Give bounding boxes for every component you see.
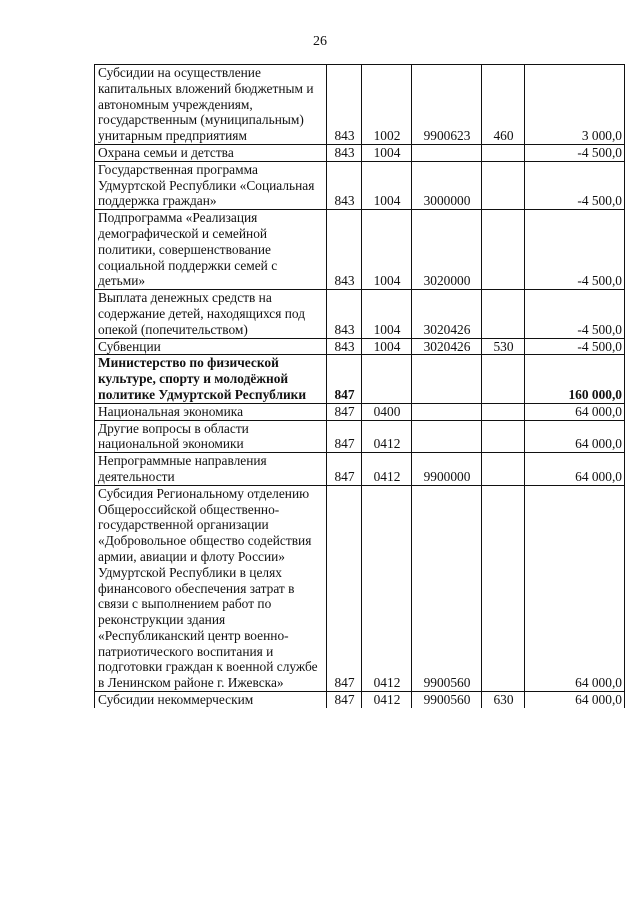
row-ved: 843 <box>327 65 362 145</box>
row-section <box>362 355 412 403</box>
row-name: Охрана семьи и детства <box>95 144 327 161</box>
row-target-article: 9900560 <box>412 692 482 708</box>
row-expense-type: 530 <box>482 338 525 355</box>
row-amount: 64 000,0 <box>525 692 625 708</box>
table-row <box>95 338 625 355</box>
row-section: 0412 <box>362 453 412 486</box>
row-ved: 843 <box>327 161 362 209</box>
row-amount: 3 000,0 <box>525 65 625 145</box>
row-name: Субсидия Региональному отделению Общероссийской общественно-государственной организации «Добровольное общество содействия армии, авиации и флоту России» Удмуртской Республики в целях финансового обеспечения затрат в связи с выполнением работ по реконструкции здания «Республиканский центр военно-патриотического воспитания и подготовки граждан к военной службе в Ленинском районе г. Ижевска» <box>95 485 327 691</box>
row-amount: -4 500,0 <box>525 161 625 209</box>
row-section: 1004 <box>362 290 412 338</box>
row-ved: 843 <box>327 338 362 355</box>
row-amount: -4 500,0 <box>525 290 625 338</box>
row-amount: 64 000,0 <box>525 420 625 453</box>
row-section: 0412 <box>362 420 412 453</box>
row-name: Министерство по физической культуре, спорту и молодёжной политике Удмуртской Республики <box>95 355 327 403</box>
row-section: 0412 <box>362 692 412 708</box>
row-section: 1004 <box>362 144 412 161</box>
row-target-article: 9900560 <box>412 485 482 691</box>
row-amount: -4 500,0 <box>525 144 625 161</box>
row-amount: -4 500,0 <box>525 210 625 290</box>
row-section: 1004 <box>362 210 412 290</box>
row-ved: 843 <box>327 210 362 290</box>
table-row <box>95 355 625 403</box>
row-ved: 843 <box>327 290 362 338</box>
table-row <box>95 453 625 486</box>
row-amount: 64 000,0 <box>525 403 625 420</box>
row-name: Другие вопросы в области национальной экономики <box>95 420 327 453</box>
row-section: 0412 <box>362 485 412 691</box>
row-section: 0400 <box>362 403 412 420</box>
table-row <box>95 290 625 338</box>
row-expense-type <box>482 210 525 290</box>
table-row <box>95 210 625 290</box>
table-row <box>95 144 625 161</box>
row-name: Подпрограмма «Реализация демографической и семейной политики, совершенствование социальной поддержки семей с детьми» <box>95 210 327 290</box>
row-expense-type <box>482 453 525 486</box>
row-amount: 64 000,0 <box>525 453 625 486</box>
row-target-article <box>412 355 482 403</box>
row-ved: 847 <box>327 692 362 708</box>
row-section: 1002 <box>362 65 412 145</box>
row-expense-type: 630 <box>482 692 525 708</box>
row-section: 1004 <box>362 338 412 355</box>
row-amount: -4 500,0 <box>525 338 625 355</box>
table-row <box>95 65 625 145</box>
row-amount: 160 000,0 <box>525 355 625 403</box>
row-expense-type <box>482 290 525 338</box>
row-expense-type <box>482 403 525 420</box>
row-ved: 847 <box>327 355 362 403</box>
row-target-article <box>412 144 482 161</box>
table-row <box>95 420 625 453</box>
row-ved: 847 <box>327 403 362 420</box>
row-ved: 847 <box>327 453 362 486</box>
row-amount: 64 000,0 <box>525 485 625 691</box>
row-target-article: 3020426 <box>412 338 482 355</box>
row-target-article: 9900000 <box>412 453 482 486</box>
page-number: 26 <box>313 34 327 49</box>
row-name: Национальная экономика <box>95 403 327 420</box>
row-target-article <box>412 403 482 420</box>
row-section: 1004 <box>362 161 412 209</box>
row-expense-type: 460 <box>482 65 525 145</box>
budget-table <box>94 64 625 708</box>
table-row <box>95 403 625 420</box>
row-ved: 847 <box>327 420 362 453</box>
row-ved: 847 <box>327 485 362 691</box>
row-name: Выплата денежных средств на содержание детей, находящихся под опекой (попечительством) <box>95 290 327 338</box>
row-name: Субвенции <box>95 338 327 355</box>
row-target-article: 3020000 <box>412 210 482 290</box>
row-target-article <box>412 420 482 453</box>
row-target-article: 9900623 <box>412 65 482 145</box>
table-row <box>95 692 625 708</box>
row-name: Государственная программа Удмуртской Республики «Социальная поддержка граждан» <box>95 161 327 209</box>
row-expense-type <box>482 161 525 209</box>
table-row <box>95 485 625 691</box>
row-name: Субсидии некоммерческим <box>95 692 327 708</box>
row-target-article: 3000000 <box>412 161 482 209</box>
row-expense-type <box>482 420 525 453</box>
row-name: Непрограммные направления деятельности <box>95 453 327 486</box>
row-target-article: 3020426 <box>412 290 482 338</box>
table-row <box>95 161 625 209</box>
row-expense-type <box>482 144 525 161</box>
row-expense-type <box>482 355 525 403</box>
row-ved: 843 <box>327 144 362 161</box>
row-expense-type <box>482 485 525 691</box>
row-name: Субсидии на осуществление капитальных вложений бюджетным и автономным учреждениям, государственным (муниципальным) унитарным предприятиям <box>95 65 327 145</box>
